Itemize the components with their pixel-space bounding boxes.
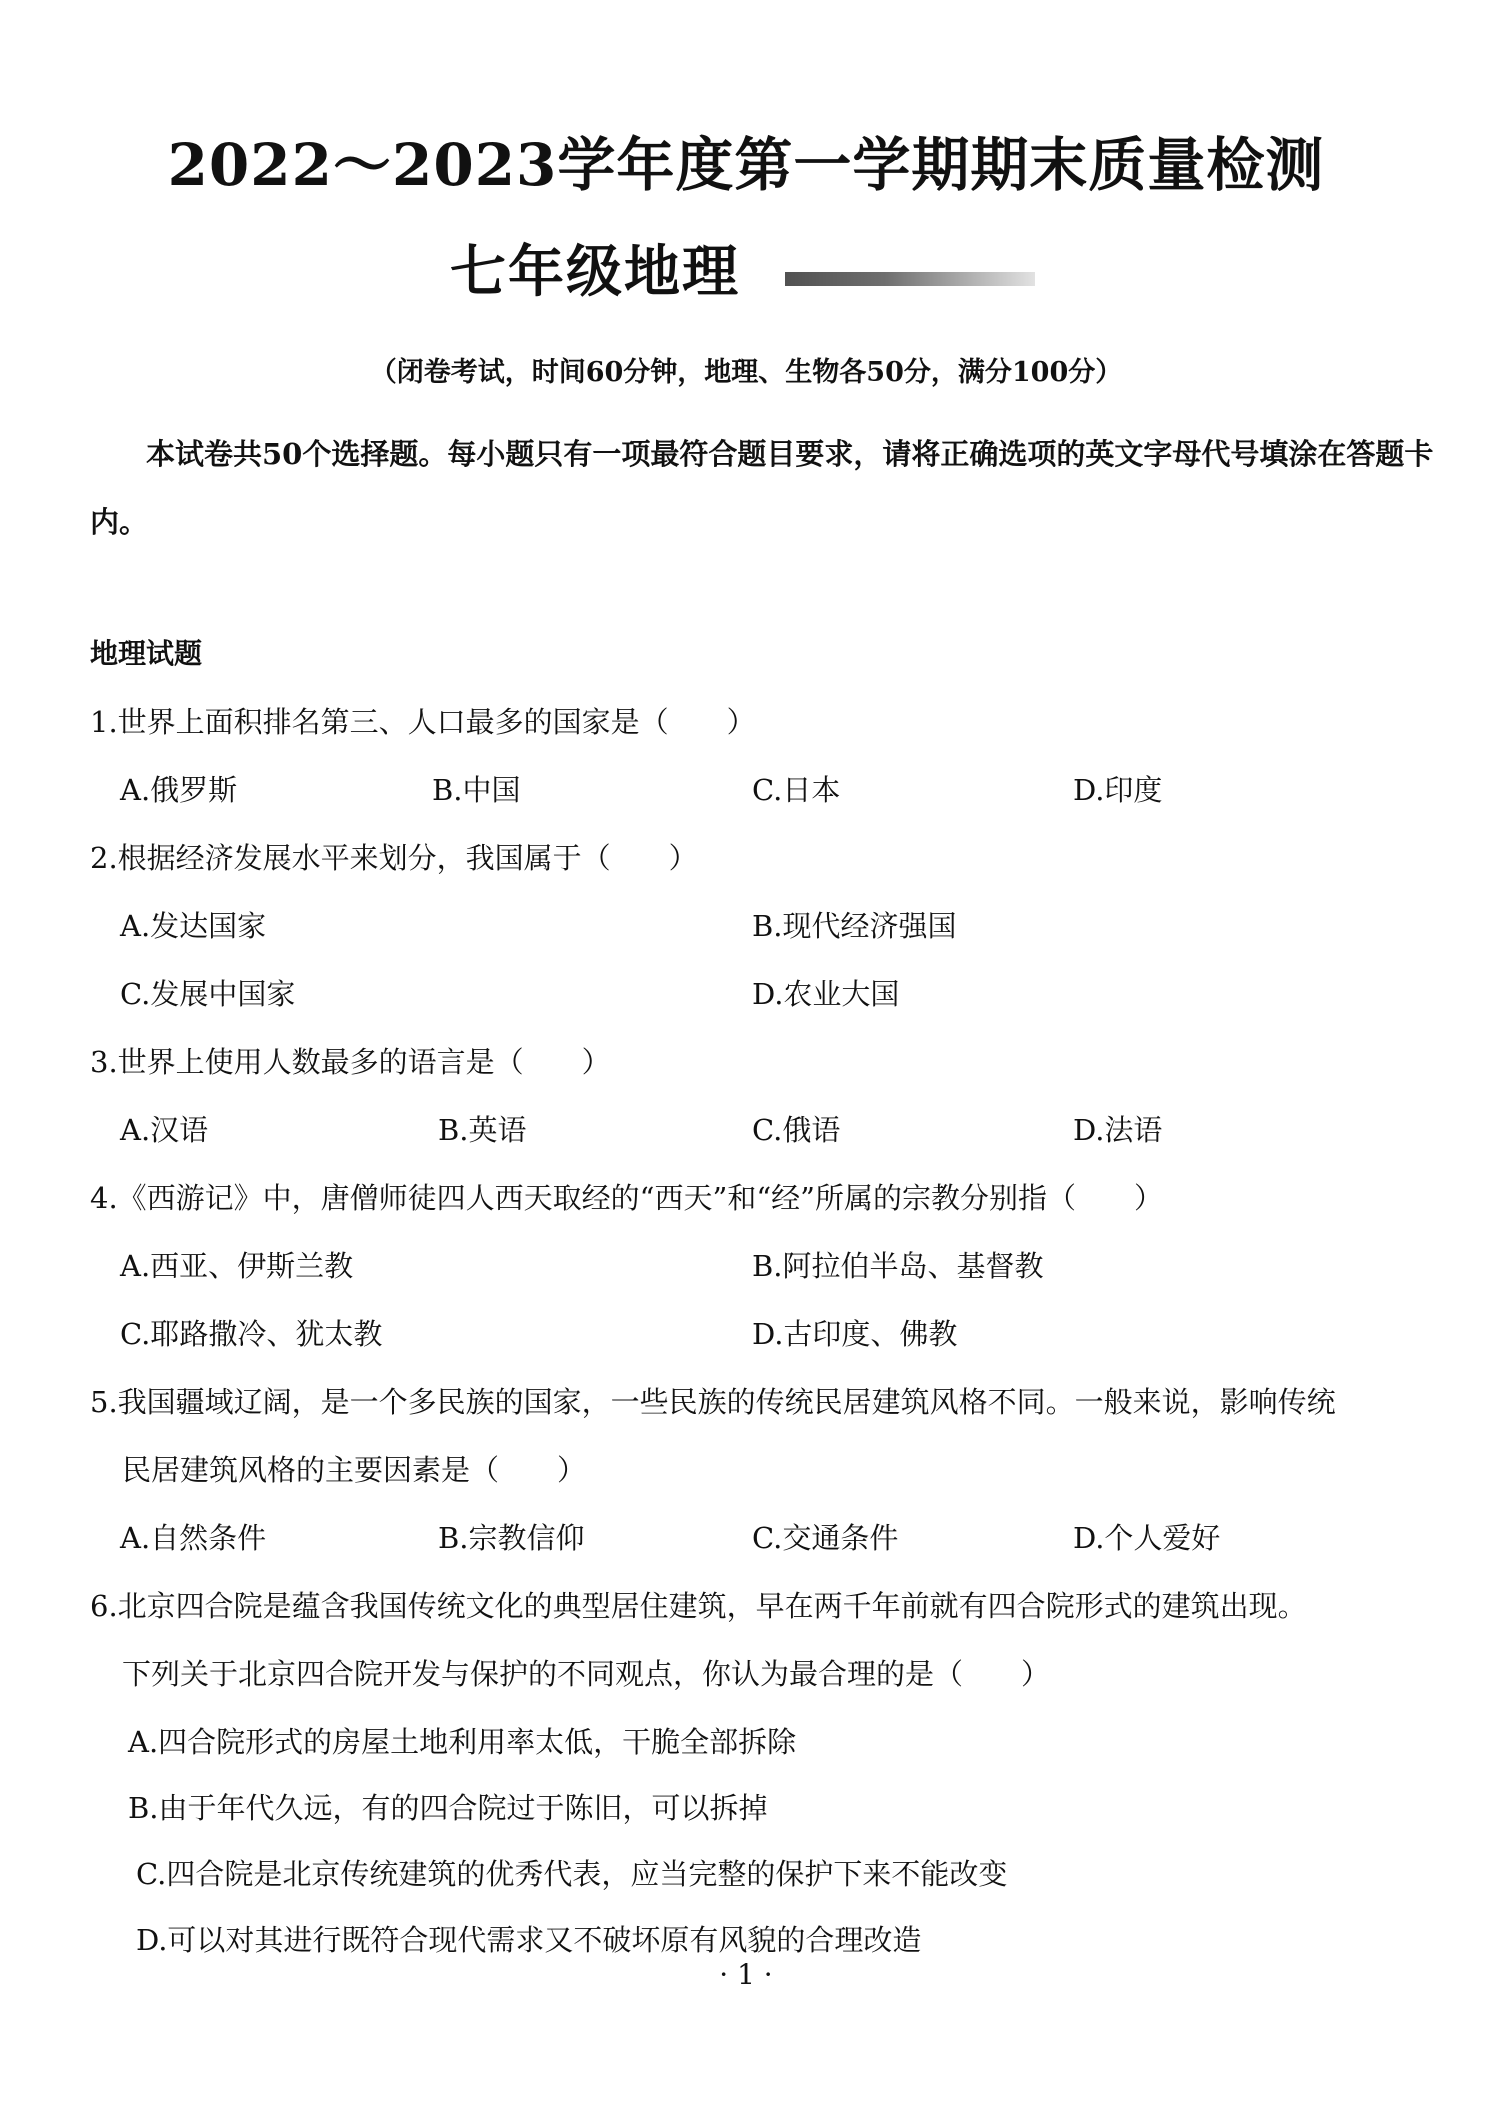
q3-option-a: A.汉语 — [120, 1113, 209, 1147]
q6-option-a: A.四合院形式的房屋土地利用率太低，干脆全部拆除 — [128, 1725, 797, 1759]
question-1-stem: 1.世界上面积排名第三、人口最多的国家是（ ） — [90, 705, 756, 739]
q2-option-c: C.发展中国家 — [120, 977, 296, 1011]
question-4-stem: 4.《西游记》中，唐僧师徒四人西天取经的“西天”和“经”所属的宗教分别指（ ） — [90, 1181, 1163, 1215]
q2-option-a: A.发达国家 — [120, 909, 267, 943]
q6-option-b: B.由于年代久远，有的四合院过于陈旧，可以拆掉 — [128, 1791, 768, 1825]
subtitle-row — [450, 228, 740, 305]
q3-option-c: C.俄语 — [752, 1113, 841, 1147]
q4-option-b: B.阿拉伯半岛、基督教 — [752, 1249, 1044, 1283]
redaction-mark — [785, 272, 1035, 286]
q1-option-a: A.俄罗斯 — [120, 773, 238, 807]
q4-option-c: C.耶路撒冷、犹太教 — [120, 1317, 383, 1351]
exam-subtitle: 七年级地理 — [450, 240, 740, 305]
q4-option-d: D.古印度、佛教 — [752, 1317, 958, 1351]
instructions: 本试卷共50个选择题。每小题只有一项最符合题目要求，请将正确选项的英文字母代号填涂在答题卡内。 — [90, 437, 1434, 539]
q3-option-b: B.英语 — [438, 1113, 527, 1147]
q2-option-d: D.农业大国 — [752, 977, 900, 1011]
q6-option-c: C.四合院是北京传统建筑的优秀代表，应当完整的保护下来不能改变 — [136, 1857, 1008, 1891]
q5-option-c: C.交通条件 — [752, 1521, 899, 1555]
exam-info: （闭卷考试，时间60分钟，地理、生物各50分，满分100分） — [369, 357, 1123, 388]
question-2-stem: 2.根据经济发展水平来划分，我国属于（ ） — [90, 841, 698, 875]
q2-option-b: B.现代经济强国 — [752, 909, 957, 943]
question-6-stem-line2: 下列关于北京四合院开发与保护的不同观点，你认为最合理的是（ ） — [122, 1657, 1051, 1691]
page-number: · 1 · — [719, 1958, 773, 1991]
q4-option-a: A.西亚、伊斯兰教 — [120, 1249, 354, 1283]
question-5-stem-line2: 民居建筑风格的主要因素是（ ） — [122, 1453, 587, 1487]
q3-option-d: D.法语 — [1073, 1113, 1163, 1147]
q1-option-d: D.印度 — [1073, 773, 1163, 807]
q5-option-b: B.宗教信仰 — [438, 1521, 585, 1555]
exam-title: 2022～2023学年度第一学期期末质量检测 — [167, 131, 1325, 199]
q1-option-c: C.日本 — [752, 773, 841, 807]
section-heading: 地理试题 — [90, 637, 203, 670]
question-6-stem-line1: 6.北京四合院是蕴含我国传统文化的典型居住建筑，早在两千年前就有四合院形式的建筑出现。 — [90, 1589, 1307, 1623]
q1-option-b: B.中国 — [432, 773, 521, 807]
question-3-stem: 3.世界上使用人数最多的语言是（ ） — [90, 1045, 611, 1079]
question-5-stem-line1: 5.我国疆域辽阔，是一个多民族的国家，一些民族的传统民居建筑风格不同。一般来说，影响传统 — [90, 1385, 1336, 1419]
q5-option-d: D.个人爱好 — [1073, 1521, 1221, 1555]
q6-option-d: D.可以对其进行既符合现代需求又不破坏原有风貌的合理改造 — [136, 1923, 922, 1957]
q5-option-a: A.自然条件 — [120, 1521, 267, 1555]
